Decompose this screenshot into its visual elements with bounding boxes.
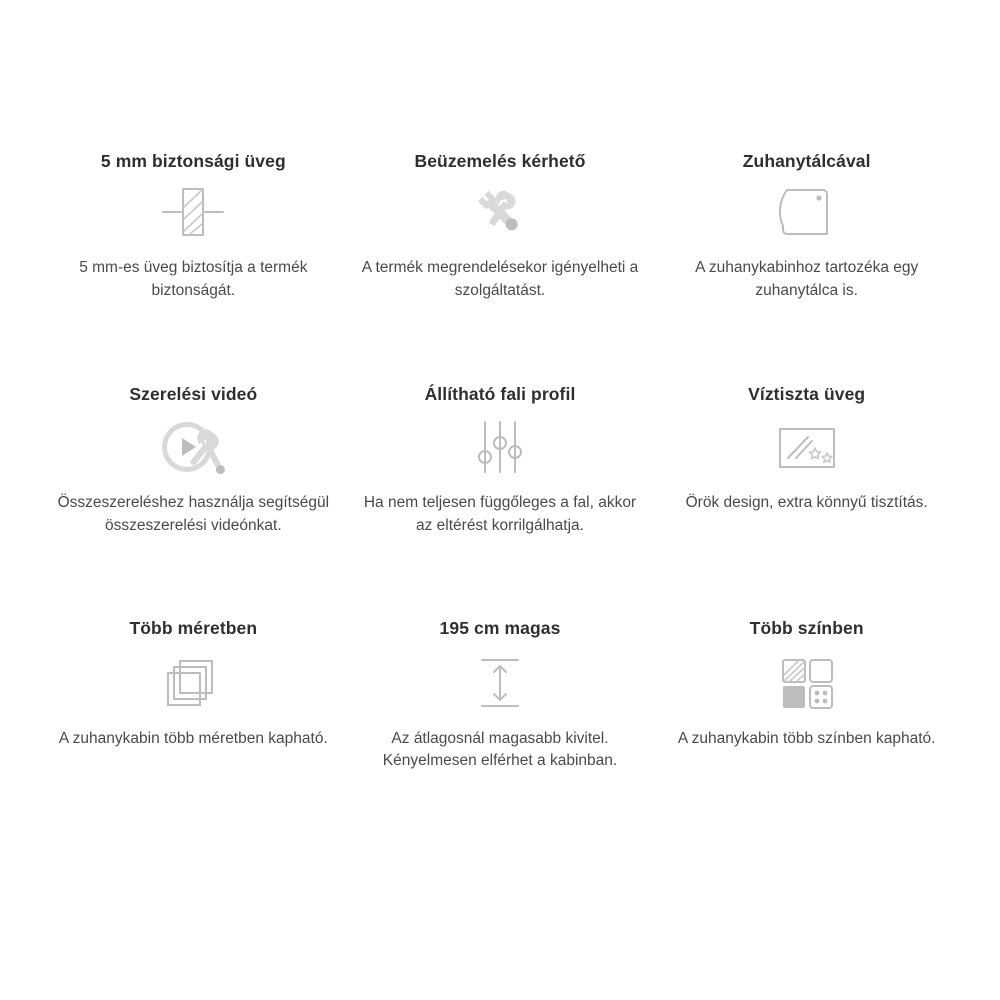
feature-card-height	[347, 617, 654, 850]
feature-card-multiple-colors	[653, 617, 960, 850]
feature-title: Zuhanytálcával	[742, 151, 871, 171]
feature-title: Több színben	[749, 617, 864, 638]
feature-title: 195 cm magas	[439, 617, 561, 638]
safety-glass-icon	[155, 181, 231, 243]
feature-description: A zuhanykabin több méretben kapható.	[58, 729, 328, 747]
feature-title: Beüzemelés kérhető	[414, 151, 586, 171]
feature-card-multiple-sizes	[40, 617, 347, 850]
feature-card-assembly-video	[40, 383, 347, 616]
feature-title: Állítható fali profil	[424, 384, 576, 405]
adjustable-profile-icon	[462, 416, 538, 478]
feature-card-installation	[347, 150, 654, 383]
feature-card-safety-glass	[40, 150, 347, 383]
feature-description: Ha nem teljesen függőleges a fal, akkor az eltérést korrilgálhatja.	[363, 494, 637, 534]
feature-description: A zuhanykabin több színben kapható.	[677, 729, 936, 747]
feature-card-adjustable-profile	[347, 383, 654, 616]
feature-description: Az átlagosnál magasabb kivitel. Kényelmesen elférhet a kabinban.	[382, 729, 618, 770]
multiple-sizes-icon	[155, 652, 231, 714]
feature-card-clear-glass	[653, 383, 960, 616]
feature-description: 5 mm-es üveg biztosítja a termék biztonságát.	[79, 259, 308, 299]
feature-title: 5 mm biztonsági üveg	[100, 151, 286, 171]
feature-title: Több méretben	[129, 617, 258, 638]
shower-tray-icon	[769, 181, 845, 243]
feature-title: Szerelési videó	[129, 384, 258, 405]
feature-description: Örök design, extra könnyű tisztítás.	[685, 494, 928, 512]
clear-glass-icon	[766, 416, 848, 478]
feature-title: Víztiszta üveg	[748, 384, 866, 405]
tools-installation-icon	[462, 181, 538, 243]
video-wrench-icon	[155, 416, 231, 478]
multiple-colors-icon	[769, 652, 845, 714]
feature-description: A zuhanykabinhoz tartozéka egy zuhanytálca is.	[695, 259, 919, 299]
feature-description: A termék megrendelésekor igényelheti a szolgáltatást.	[361, 259, 639, 299]
height-arrow-icon	[462, 652, 538, 714]
features-grid	[40, 150, 960, 850]
feature-card-shower-tray	[653, 150, 960, 383]
feature-description: Összeszereléshez használja segítségül összeszerelési videónkat.	[57, 494, 330, 534]
